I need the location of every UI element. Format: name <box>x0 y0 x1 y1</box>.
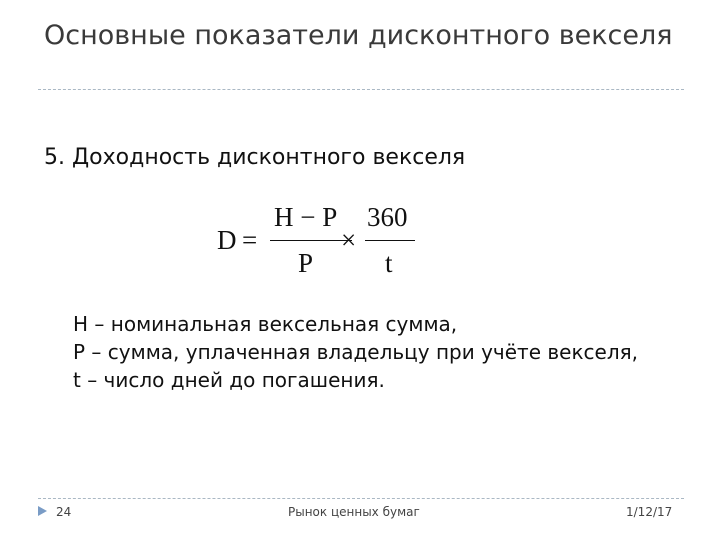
formula-lhs: D <box>217 225 237 255</box>
footer-date: 1/12/17 <box>626 505 673 519</box>
yield-formula <box>215 199 435 284</box>
fraction-line-2 <box>365 240 415 241</box>
definition-item: H – номинальная вексельная сумма, <box>73 312 458 336</box>
formula-denominator-2: t <box>385 248 393 278</box>
title-divider <box>38 89 684 90</box>
triangle-bullet-icon <box>38 506 47 516</box>
fraction-line <box>270 240 352 241</box>
definition-item: P – сумма, уплаченная владельцу при учёте векселя, <box>73 340 638 364</box>
page-number: 24 <box>56 505 72 519</box>
slide-subtitle: 5. Доходность дисконтного векселя <box>44 145 466 170</box>
slide-title: Основные показатели дисконтного векселя <box>44 20 673 51</box>
formula-numerator: H − P <box>274 202 338 232</box>
formula-numerator-2: 360 <box>367 202 408 232</box>
formula-equals: = <box>242 225 258 255</box>
definition-item: t – число дней до погашения. <box>73 368 385 392</box>
formula-denominator: P <box>298 248 314 278</box>
definitions-list <box>73 310 683 394</box>
footer-divider <box>38 498 684 499</box>
formula-times: × <box>341 225 357 255</box>
footer-course-title: Рынок ценных бумаг <box>288 505 420 519</box>
